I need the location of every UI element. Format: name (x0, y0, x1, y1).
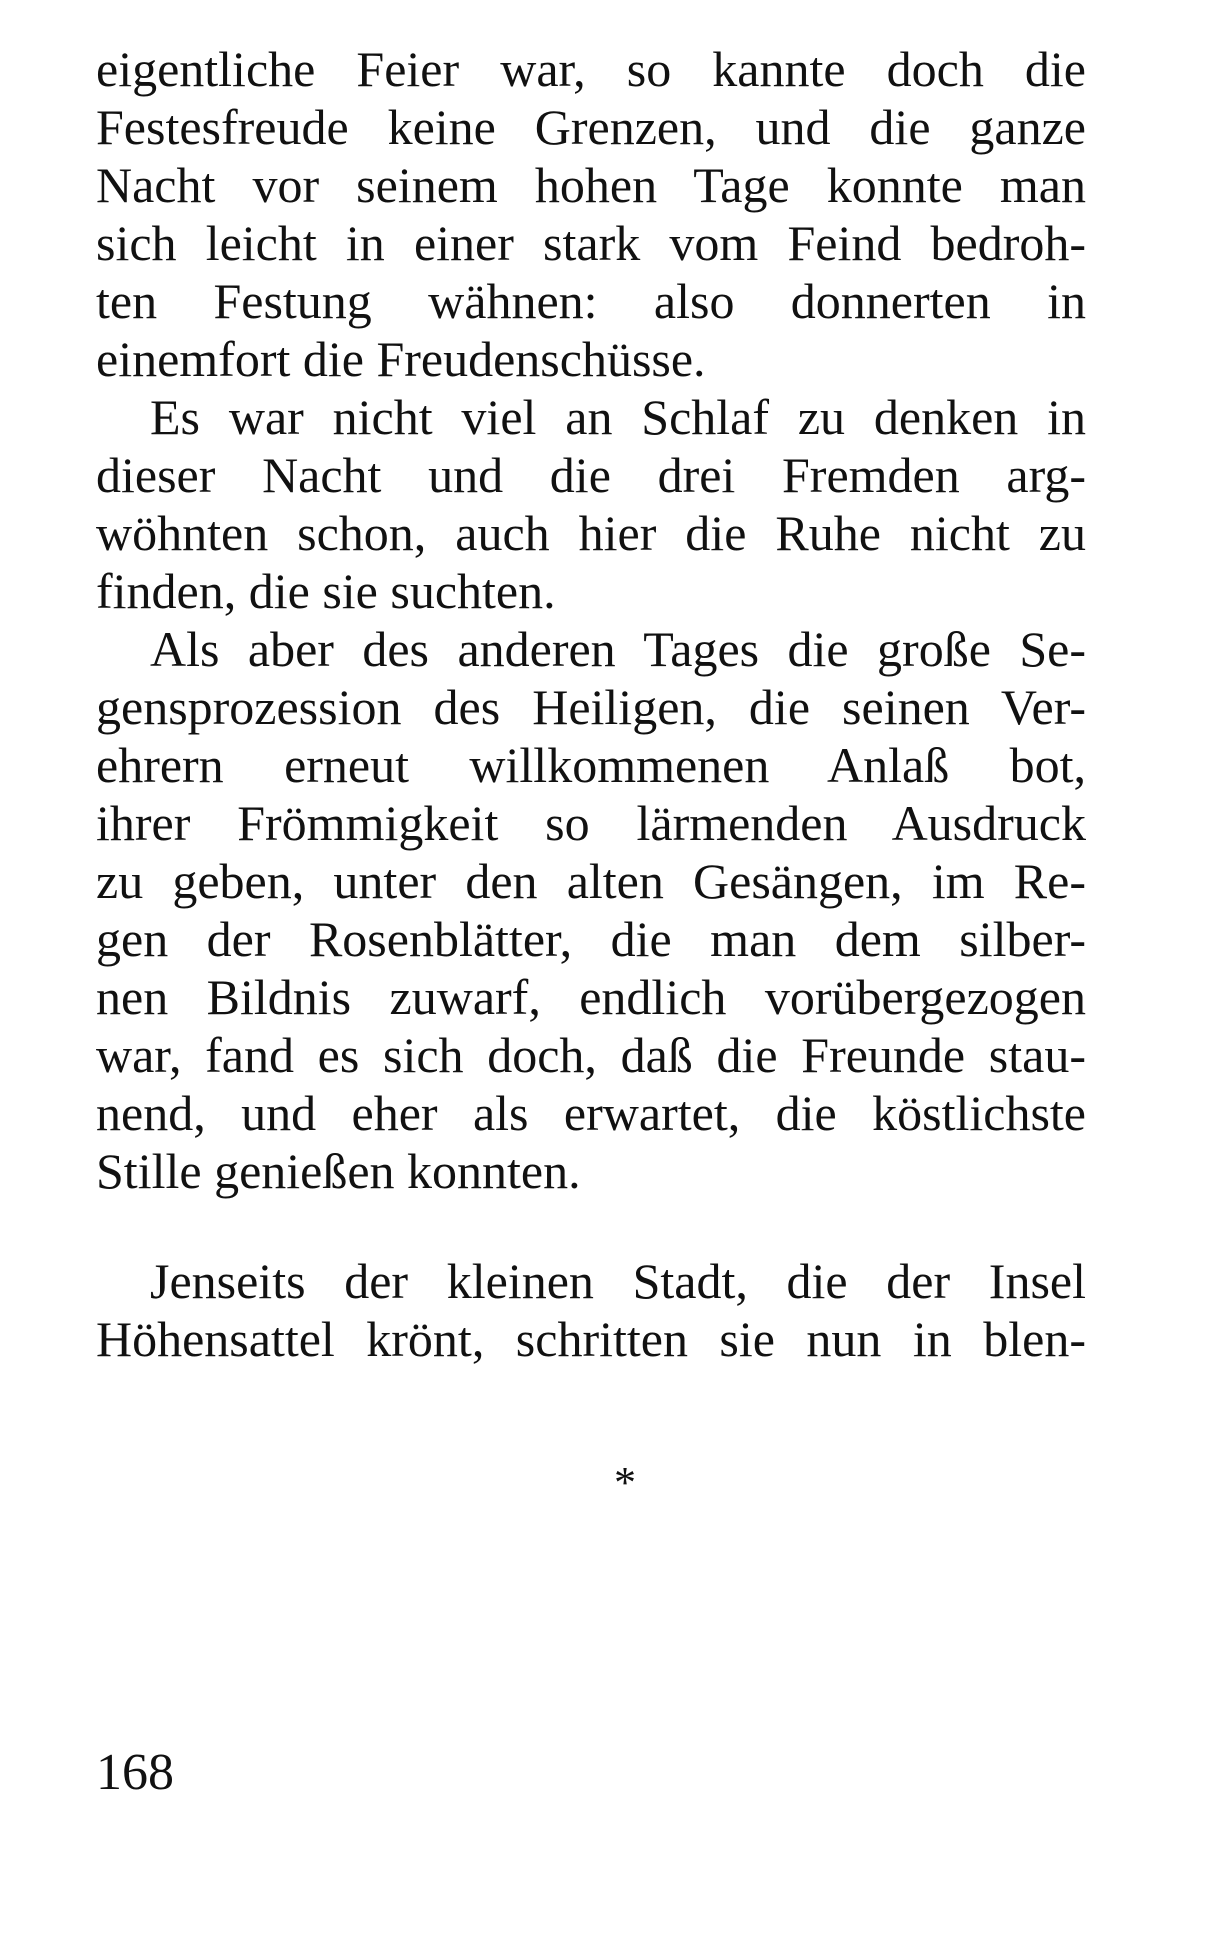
text-line: eigentliche Feier war, so kannte doch die (96, 41, 1086, 97)
text-line: Höhensattel krönt, schritten sie nun in blen- (96, 1311, 1086, 1367)
text-line: Es war nicht viel an Schlaf zu denken in (150, 389, 1086, 445)
text-line: Stille genießen konnten. (96, 1143, 581, 1199)
text-line: nend, und eher als erwartet, die köstlichste (96, 1085, 1086, 1141)
page-number: 168 (96, 1744, 174, 1801)
text-line: finden, die sie suchten. (96, 563, 556, 619)
text-line: einemfort die Freudenschüsse. (96, 331, 706, 387)
text-line: ehrern erneut willkommenen Anlaß bot, (96, 737, 1086, 793)
text-line: zu geben, unter den alten Gesängen, im Re- (96, 853, 1086, 909)
text-line: gen der Rosenblätter, die man dem silber- (96, 911, 1086, 967)
text-line: war, fand es sich doch, daß die Freunde stau- (96, 1027, 1086, 1083)
text-line: sich leicht in einer stark vom Feind bedroh- (96, 215, 1086, 271)
section-separator: * (614, 1458, 636, 1507)
text-line: Nacht vor seinem hohen Tage konnte man (96, 157, 1086, 213)
text-line: Festesfreude keine Grenzen, und die ganze (96, 99, 1086, 155)
text-line: gensprozession des Heiligen, die seinen Ver- (96, 679, 1086, 735)
text-line: ihrer Frömmigkeit so lärmenden Ausdruck (96, 795, 1086, 851)
text-line: nen Bildnis zuwarf, endlich vorübergezogen (96, 969, 1086, 1025)
text-line: ten Festung wähnen: also donnerten in (96, 273, 1086, 329)
text-line: Jenseits der kleinen Stadt, die der Insel (150, 1253, 1086, 1309)
text-line: Als aber des anderen Tages die große Se- (150, 621, 1086, 677)
text-line: dieser Nacht und die drei Fremden arg- (96, 447, 1086, 503)
text-line: wöhnten schon, auch hier die Ruhe nicht zu (96, 505, 1086, 561)
